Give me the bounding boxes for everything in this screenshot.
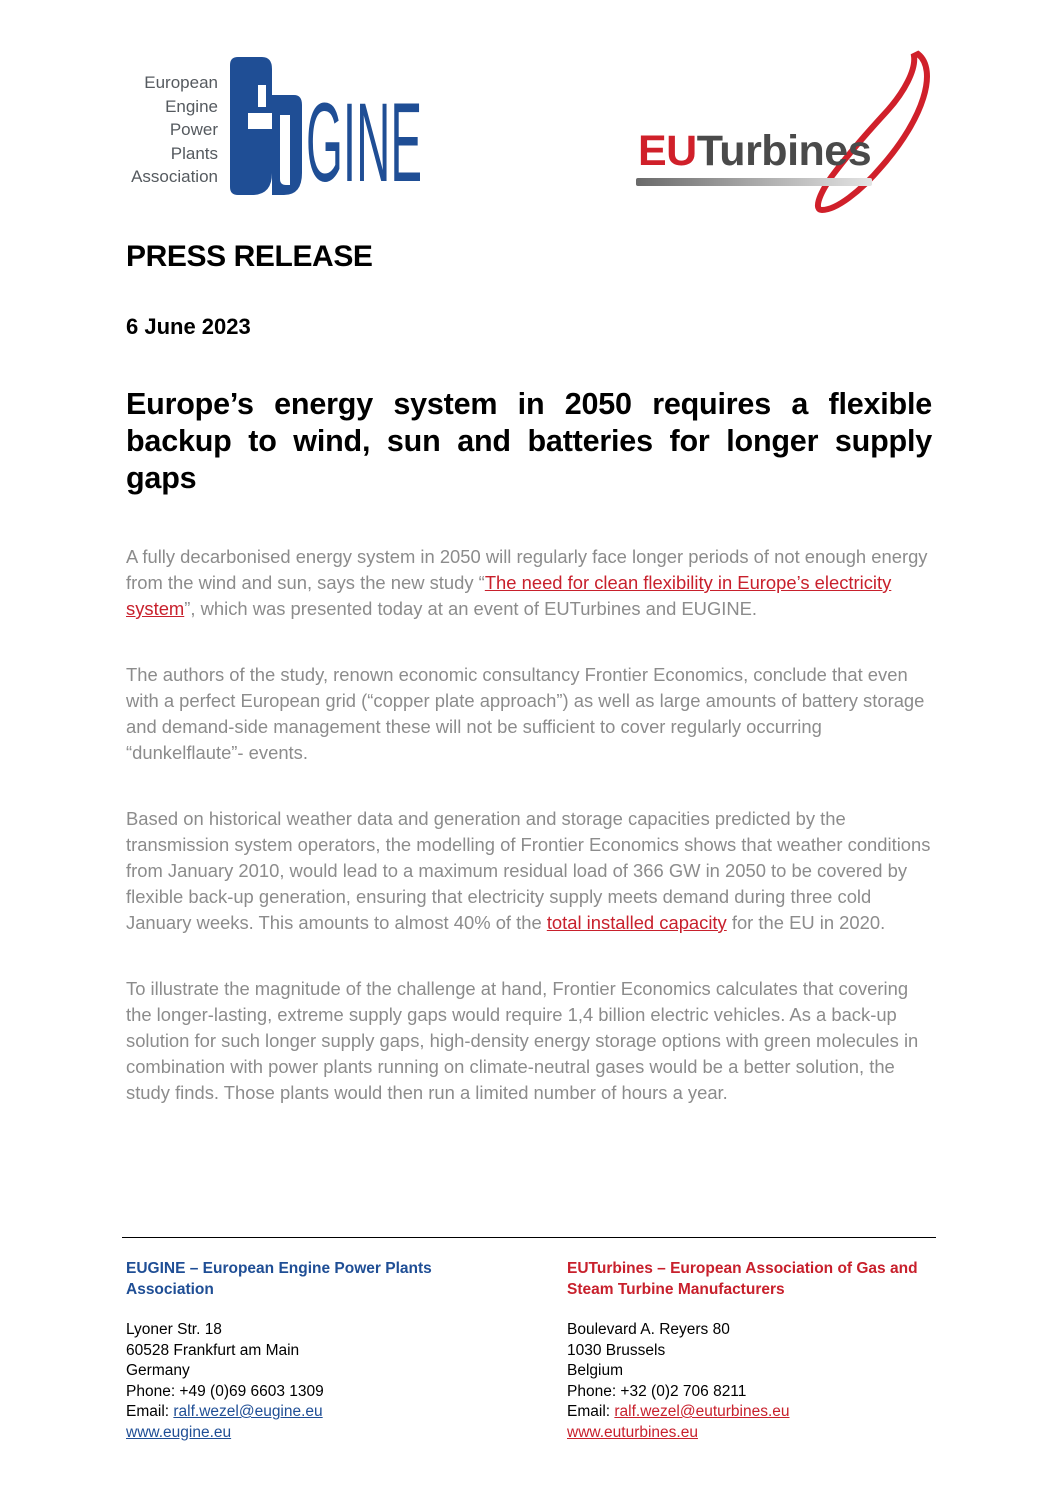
eugine-mark-icon [228, 55, 424, 205]
footer-euturbines-website-line [567, 1423, 939, 1444]
paragraph-1-text-start: A fully decarbonised energy system in 2050 will regularly face longer periods of not enough energy from the wind and sun, says the new study “ [126, 546, 928, 593]
footer-eugine-email-label: Email: [126, 1403, 174, 1420]
footer-eugine-email-line [126, 1402, 466, 1423]
paragraph-1 [126, 544, 936, 622]
footer-eugine-email-link[interactable]: ralf.wezel@eugine.eu [173, 1403, 323, 1420]
eugine-logo [120, 55, 422, 205]
release-date: 6 June 2023 [126, 314, 251, 339]
eugine-logo-word: Engine [165, 96, 218, 116]
footer-eugine-city: 60528 Frankfurt am Main [126, 1341, 300, 1359]
installed-capacity-link[interactable]: total installed capacity [546, 912, 727, 933]
footer-euturbines-email-link[interactable]: ralf.wezel@euturbines.eu [614, 1403, 790, 1420]
footer-euturbines-street: Boulevard A. Reyers 80 [567, 1321, 730, 1338]
eugine-logo-word: Plants [170, 143, 218, 163]
footer-euturbines-phone: Phone: +32 (0)2 706 8211 [567, 1382, 747, 1400]
footer-eugine-street: Lyoner Str. 18 [126, 1321, 222, 1338]
headline: Europe’s energy system in 2050 requires a flexible backup to wind, sun and batteries for longer supply gaps [126, 387, 932, 495]
eugine-logo-wordmark [120, 71, 218, 189]
footer-eugine-address [126, 1320, 466, 1443]
euturbines-wordmark-eu: EU [638, 127, 697, 175]
footer-eugine-org-name: EUGINE – European Engine Power Plants Association [126, 1260, 432, 1298]
paragraph-3 [126, 806, 936, 936]
paragraph-2: The authors of the study, renown economic consultancy Frontier Economics, conclude that even with a perfect European grid (“copper plate approach”) as well as large amounts of battery storage and demand-side management these will not be sufficient to cover regularly occurring “dunkelflaute”- events. [126, 664, 925, 763]
euturbines-wordmark-turbines: Turbines [696, 127, 872, 175]
eugine-mark-letters: GINE [306, 80, 422, 205]
eugine-logo-word: Power [169, 120, 218, 139]
footer-euturbines-org-name: EUTurbines – European Association of Gas and Steam Turbine Manufacturers [567, 1260, 918, 1298]
study-link[interactable]: The need for clean flexibility in Europe’s electricity system [126, 572, 892, 619]
footer-euturbines-email-label: Email: [567, 1403, 615, 1420]
eugine-logo-word: Association [131, 167, 218, 186]
paragraph-4: To illustrate the magnitude of the challenge at hand, Frontier Economics calculates that covering the longer-lasting, extreme supply gaps would require 1,4 billion electric vehicles. As a back-up solution for such longer supply gaps, high-density energy storage options with green molecules in combination with power plants running on climate-neutral gases would be a better solution, the study finds. Those plants would then run a limited number of hours a year. [126, 978, 919, 1103]
eugine-logo-word: European [144, 73, 218, 92]
footer-eugine-website-link[interactable]: www.eugine.eu [126, 1423, 232, 1441]
euturbines-logo [632, 48, 932, 216]
footer-euturbines-country: Belgium [567, 1362, 623, 1379]
euturbines-wordmark [638, 128, 871, 174]
document-type-label: PRESS RELEASE [126, 240, 373, 273]
paragraph-3-text-end: for the EU in 2020. [726, 912, 886, 933]
footer-eugine-phone: Phone: +49 (0)69 6603 1309 [126, 1382, 324, 1400]
footer-euturbines-address [567, 1320, 939, 1443]
paragraph-1-text-end: ”, which was presented today at an event of EUTurbines and EUGINE. [184, 598, 758, 619]
footer-eugine-contact [126, 1259, 466, 1443]
footer-eugine-website-line [126, 1423, 466, 1444]
footer-euturbines-contact [567, 1259, 939, 1443]
paragraph-3-text-start: Based on historical weather data and generation and storage capacities predicted by the transmission system operators, the modelling of Frontier Economics shows that weather conditions from January 2010, would lead to a maximum residual load of 366 GW in 2050 to be covered by flexible back-up generation, ensuring that electricity supply meets demand during three cold January weeks. This amounts to almost 40% of the [126, 808, 931, 933]
footer-divider [122, 1237, 936, 1238]
footer-euturbines-city: 1030 Brussels [567, 1341, 666, 1359]
euturbines-underline [636, 178, 872, 186]
footer-euturbines-email-line [567, 1402, 939, 1423]
body-text [126, 544, 936, 1146]
footer-eugine-country: Germany [126, 1362, 190, 1379]
footer-euturbines-website-link[interactable]: www.euturbines.eu [567, 1423, 698, 1441]
